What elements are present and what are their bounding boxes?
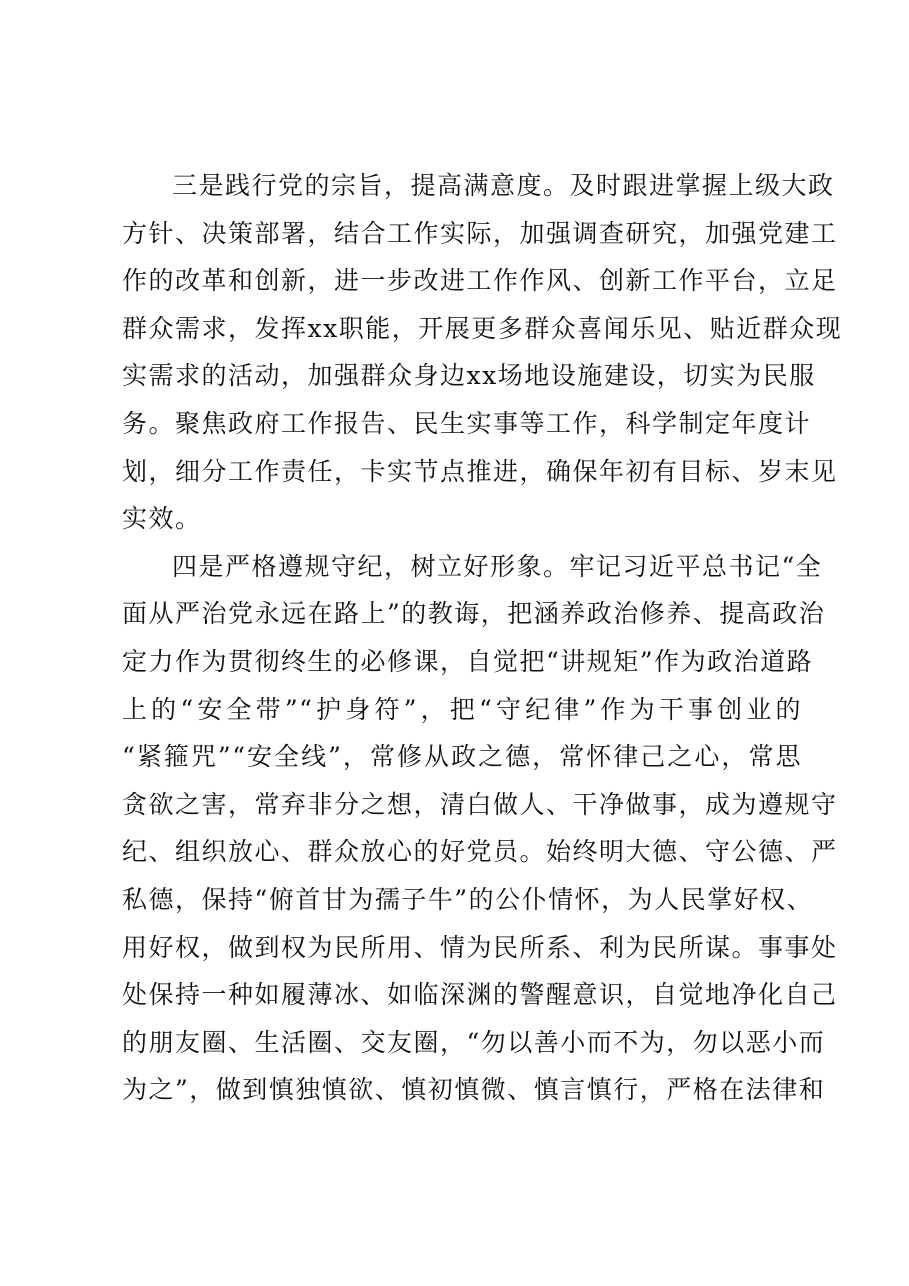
paragraph-2-line-1: 四是严格遵规守纪，树立好形象。牢记习近平总书记“全 [172, 551, 823, 581]
paragraph-2-line-3: 定力作为贯彻终生的必修课，自觉把“讲规矩”作为政治道路 [122, 646, 814, 676]
paragraph-2-line-6: 贪欲之害，常弃非分之想，清白做人、干净做事，成为遵规守 [122, 789, 838, 819]
paragraph-1-line-2: 方针、决策部署，结合工作实际，加强调查研究，加强党建工 [122, 218, 838, 248]
paragraph-2-line-12: 为之”，做到慎独慎欲、慎初慎微、慎言慎行，严格在法律和 [122, 1075, 826, 1105]
paragraph-2-line-11: 的朋友圈、生活圈、交友圈，“勿以善小而不为，勿以恶小而 [122, 1027, 826, 1057]
paragraph-2-line-9: 用好权，做到权为民所用、情为民所系、利为民所谋。事事处 [122, 932, 838, 962]
paragraph-2-line-10: 处保持一种如履薄冰、如临深渊的警醒意识，自觉地净化自己 [122, 980, 838, 1010]
paragraph-2-line-7: 纪、组织放心、群众放心的好党员。始终明大德、守公德、严 [122, 837, 838, 867]
paragraph-1-line-6: 务。聚焦政府工作报告、民生实事等工作，科学制定年度计 [122, 408, 812, 438]
paragraph-2-line-8: 私德，保持“俯首甘为孺子牛”的公仆情怀，为人民掌好权、 [122, 884, 814, 914]
paragraph-1-line-8: 实效。 [122, 504, 202, 534]
paragraph-1-line-4: 群众需求，发挥xx职能，开展更多群众喜闻乐见、贴近群众现 [122, 313, 843, 343]
paragraph-2-line-2: 面从严治党永远在路上”的教诲，把涵养政治修养、提高政治 [122, 599, 826, 629]
body-text [122, 166, 843, 1118]
paragraph-1-line-5: 实需求的活动，加强群众身边xx场地设施建设，切实为民服 [122, 361, 816, 391]
paragraph-2-line-4: 上的“安全带”“护身符”，把“守纪律”作为干事创业的 [122, 694, 802, 724]
paragraph-1-line-7: 划，细分工作责任，卡实节点推进，确保年初有目标、岁末见 [122, 456, 838, 486]
paragraph-1-line-3: 作的改革和创新，进一步改进工作作风、创新工作平台，立足 [122, 266, 838, 296]
paragraph-1-line-1: 三是践行党的宗旨，提高满意度。及时跟进掌握上级大政 [172, 171, 835, 200]
paragraph-2-line-5: “紧箍咒”“安全线”，常修从政之德，常怀律己之心，常思 [122, 742, 802, 772]
